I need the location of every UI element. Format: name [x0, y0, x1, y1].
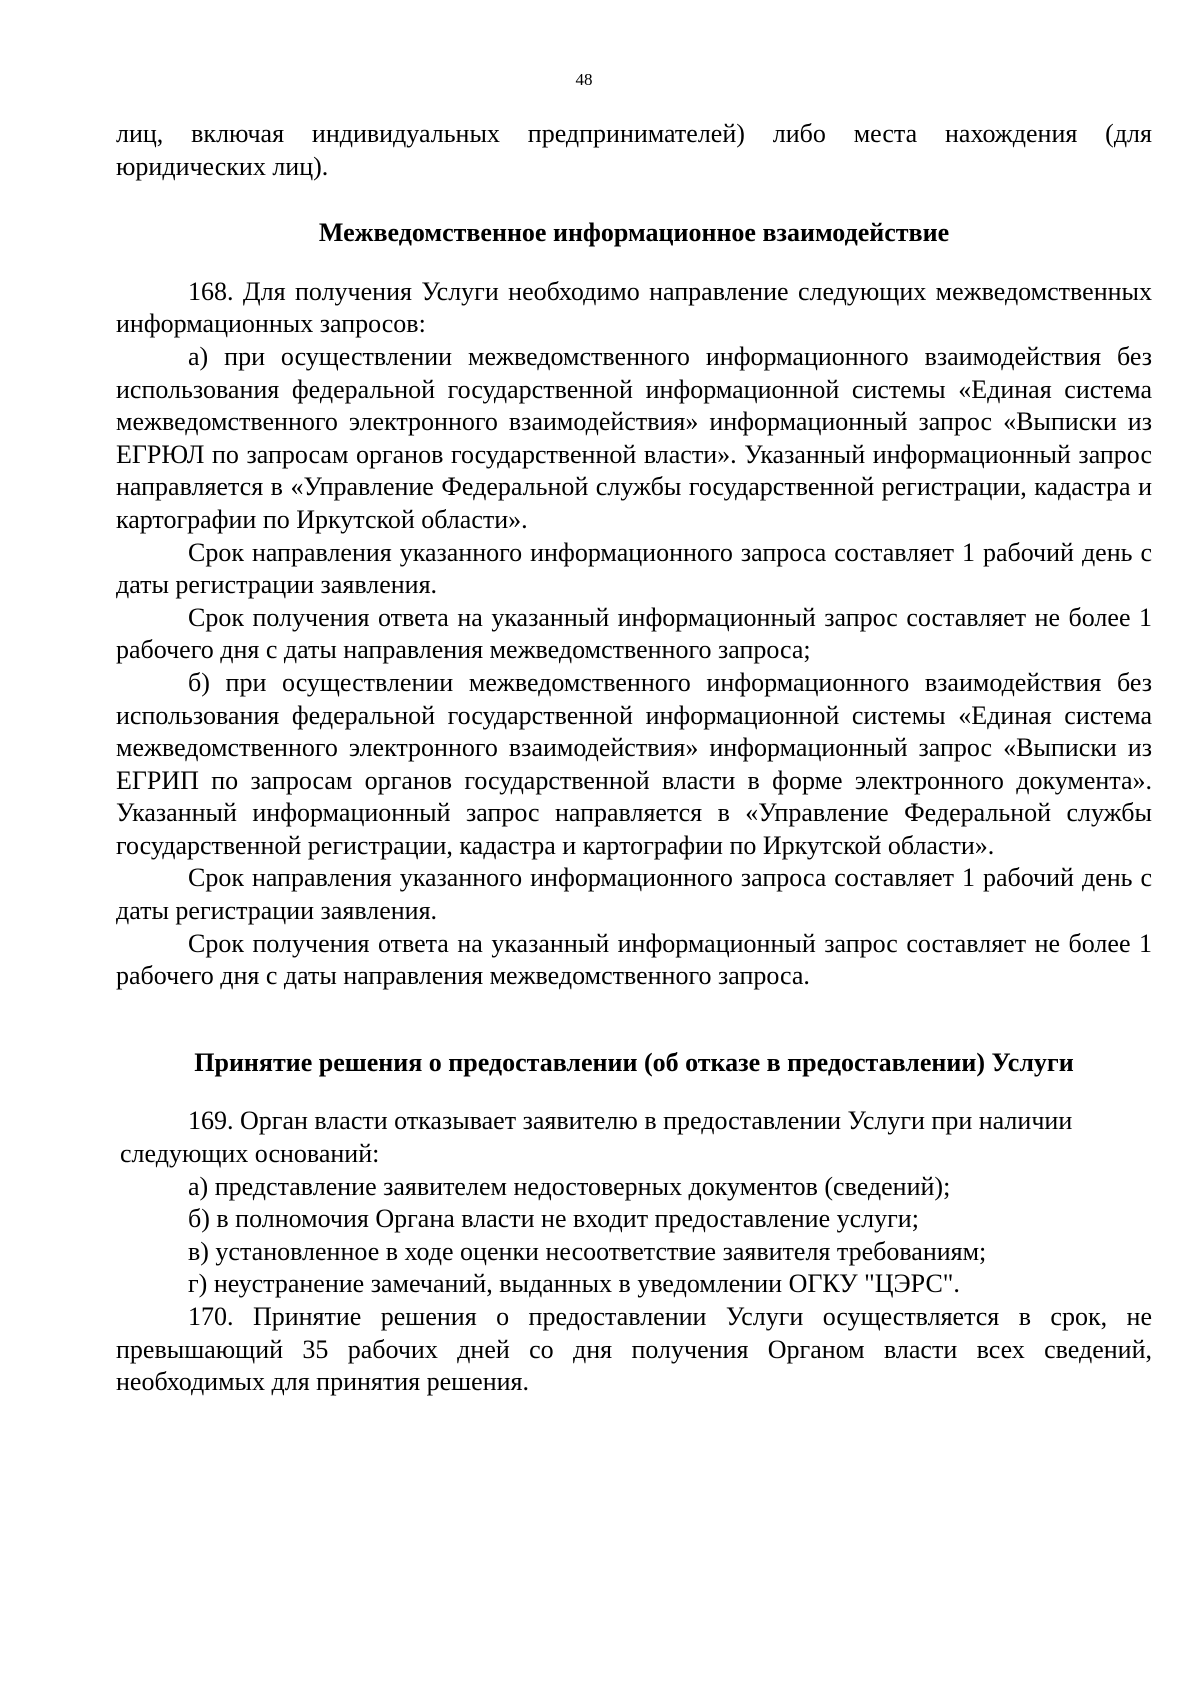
paragraph-168-a-term-send: Срок направления указанного информационного запроса составляет 1 рабочий день с даты регистрации заявления.	[116, 537, 1152, 600]
section-heading-decision: Принятие решения о предоставлении (об отказе в предоставлении) Услуги	[194, 1047, 1074, 1077]
page-number: 48	[575, 70, 593, 89]
paragraph-169: 169. Орган власти отказывает заявителю в предоставлении Услуги при наличии	[188, 1106, 1073, 1136]
paragraph-continuation: лиц, включая индивидуальных предпринимателей) либо места нахождения (для юридических лиц).	[116, 119, 1152, 181]
section-heading-interagency: Межведомственное информационное взаимодействие	[318, 218, 950, 248]
paragraph-168-b-term-receive: Срок получения ответа на указанный информационный запрос составляет не более 1 рабочего дня с даты направления межведомственного запроса.	[116, 928, 1152, 991]
paragraph-168-b-term-send: Срок направления указанного информационного запроса составляет 1 рабочий день с даты регистрации заявления.	[116, 863, 1152, 926]
paragraph-170: 170. Принятие решения о предоставлении Услуги осуществляется в срок, не превышающий 35 рабочих дней со дня получения Органом власти всех сведений, необходимых для принятия решения.	[116, 1302, 1152, 1397]
document-body	[116, 118, 1152, 1399]
list-item-169-d: г) неустранение замечаний, выданных в уведомлении ОГКУ "ЦЭРС".	[188, 1269, 960, 1299]
paragraph-168-a: а) при осуществлении межведомственного информационного взаимодействия без использования федеральной государственной информационной системы «Единая система межведомственного электронного взаимодействия» информационный запрос «Выписки из ЕГРЮЛ по запросам органов государственной власти». Указанный информационный запрос направляется в «Управление Федеральной службы государственной регистрации, кадастра и картографии по Иркутской области».	[116, 341, 1152, 534]
paragraph-168-b: б) при осуществлении межведомственного информационного взаимодействия без использования федеральной государственной информационной системы «Единая система межведомственного электронного взаимодействия» информационный запрос «Выписки из ЕГРИП по запросам органов государственной власти в форме электронного документа». Указанный информационный запрос направляется в «Управление Федеральной службы государственной регистрации, кадастра и картографии по Иркутской области».	[116, 667, 1152, 860]
list-item-169-c: в) установленное в ходе оценки несоответствие заявителя требованиям;	[188, 1236, 987, 1266]
list-item-169-b: б) в полномочия Органа власти не входит предоставление услуги;	[188, 1204, 919, 1234]
paragraph-169-continuation: следующих оснований:	[120, 1139, 380, 1169]
paragraph-168-a-term-receive: Срок получения ответа на указанный информационный запрос составляет не более 1 рабочего дня с даты направления межведомственного запроса;	[116, 602, 1152, 665]
paragraph-168: 168. Для получения Услуги необходимо направление следующих межведомственных информационных запросов:	[116, 276, 1152, 339]
list-item-169-a: а) представление заявителем недостоверных документов (сведений);	[188, 1171, 951, 1201]
